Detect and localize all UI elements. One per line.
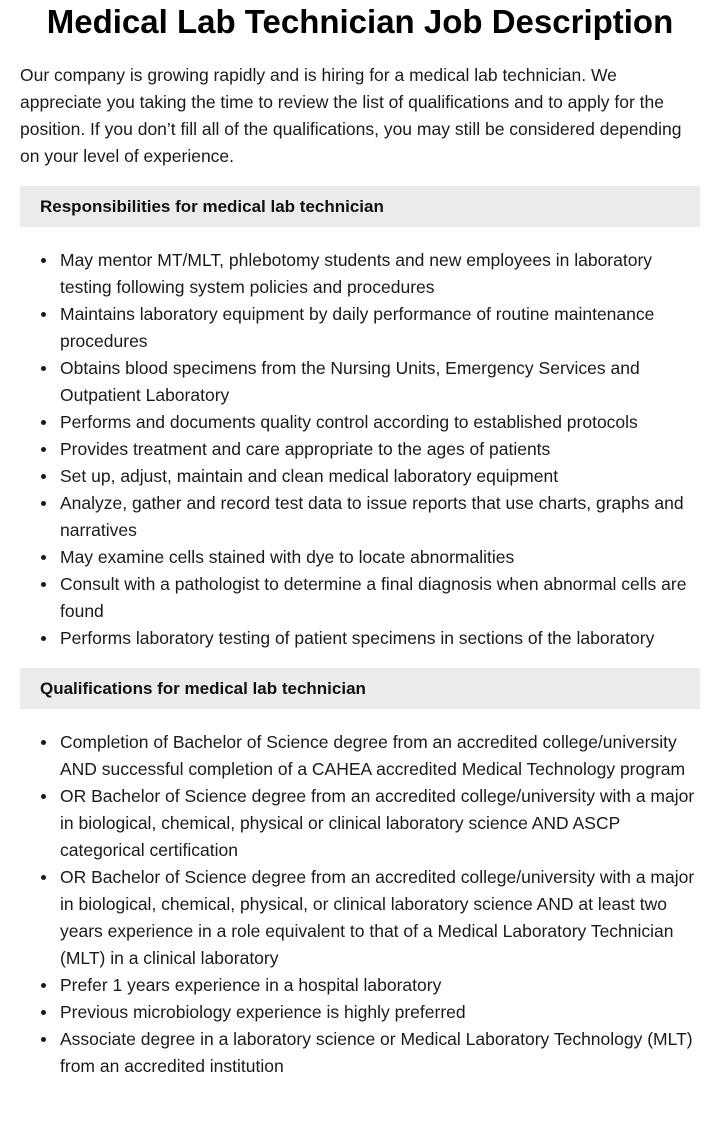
qualifications-list bbox=[20, 709, 700, 1080]
list-item: Performs laboratory testing of patient specimens in sections of the laboratory bbox=[60, 625, 700, 652]
list-item: Previous microbiology experience is highly preferred bbox=[60, 999, 700, 1026]
list-item: Obtains blood specimens from the Nursing Units, Emergency Services and Outpatient Laboratory bbox=[60, 355, 700, 409]
page-title: Medical Lab Technician Job Description bbox=[46, 3, 674, 40]
list-item: May mentor MT/MLT, phlebotomy students and new employees in laboratory testing following system policies and procedures bbox=[60, 247, 700, 301]
list-item: Performs and documents quality control according to established protocols bbox=[60, 409, 700, 436]
list-item: Associate degree in a laboratory science or Medical Laboratory Technology (MLT) from an accredited institution bbox=[60, 1026, 700, 1080]
list-item: OR Bachelor of Science degree from an accredited college/university with a major in biological, chemical, physical or clinical laboratory science AND ASCP categorical certification bbox=[60, 783, 700, 864]
list-item: Set up, adjust, maintain and clean medical laboratory equipment bbox=[60, 463, 700, 490]
qualifications-heading: Qualifications for medical lab technician bbox=[20, 668, 700, 709]
list-item: Provides treatment and care appropriate to the ages of patients bbox=[60, 436, 700, 463]
list-item: Completion of Bachelor of Science degree from an accredited college/university AND successful completion of a CAHEA accredited Medical Technology program bbox=[60, 729, 700, 783]
intro-paragraph: Our company is growing rapidly and is hiring for a medical lab technician. We appreciate you taking the time to review the list of qualifications and to apply for the position. If you don’t fill all of the qualifications, you may still be considered depending on your level of experience. bbox=[20, 65, 682, 166]
list-item: Maintains laboratory equipment by daily performance of routine maintenance procedures bbox=[60, 301, 700, 355]
list-item: May examine cells stained with dye to locate abnormalities bbox=[60, 544, 700, 571]
list-item: OR Bachelor of Science degree from an accredited college/university with a major in biological, chemical, physical, or clinical laboratory science AND at least two years experience in a role equivalent to that of a Medical Laboratory Technician (MLT) in a clinical laboratory bbox=[60, 864, 700, 972]
list-item: Prefer 1 years experience in a hospital laboratory bbox=[60, 972, 700, 999]
responsibilities-heading: Responsibilities for medical lab technician bbox=[20, 186, 700, 227]
list-item: Consult with a pathologist to determine a final diagnosis when abnormal cells are found bbox=[60, 571, 700, 625]
responsibilities-list bbox=[20, 227, 700, 652]
list-item: Analyze, gather and record test data to issue reports that use charts, graphs and narratives bbox=[60, 490, 700, 544]
